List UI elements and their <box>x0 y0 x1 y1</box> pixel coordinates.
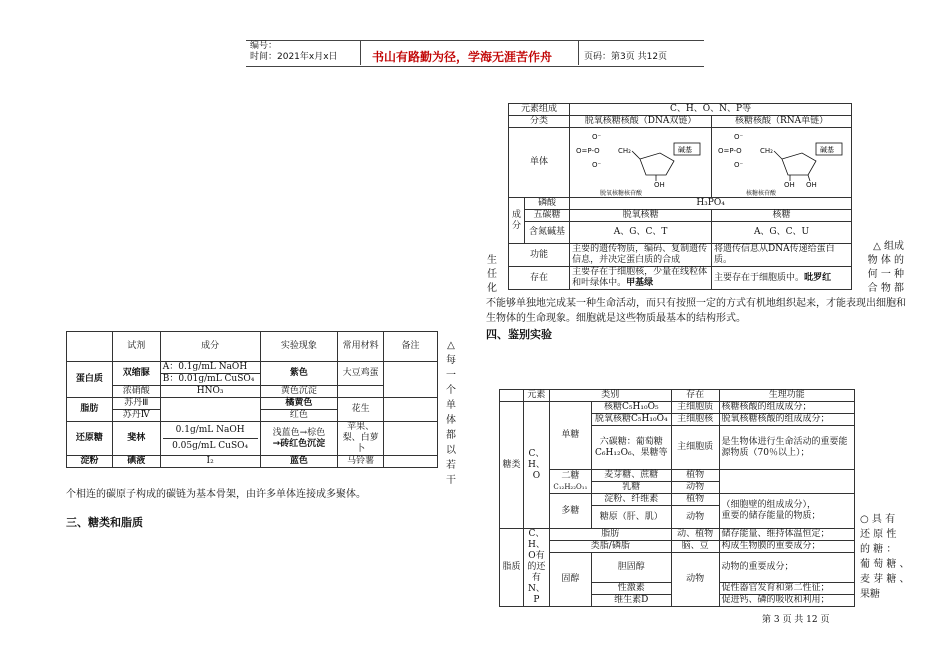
st-phospholipid-where: 脑、豆 <box>671 541 719 553</box>
st-ribose-func: 核糖核酸的组成成分； <box>719 402 854 414</box>
side-char: 每 <box>446 355 456 366</box>
nt-monomer-dna <box>570 128 712 198</box>
id-header-note: 备注 <box>384 332 438 362</box>
nt-base-label: 含氮碱基 <box>524 222 569 244</box>
nt-sugar-dna: 脱氧核糖 <box>570 210 712 222</box>
nt-base-dna: A、G、C、T <box>570 222 712 244</box>
nt-sugar-rna: 核糖 <box>712 210 852 222</box>
side-line: 葡 萄 糖 、 <box>860 559 910 570</box>
id-fat-note <box>384 398 438 422</box>
id-fat-material: 花生 <box>338 398 384 422</box>
nt-monomer-label: 单体 <box>509 128 570 198</box>
st-di-label <box>549 470 591 494</box>
id-starch-note <box>384 456 438 468</box>
st-di2-name: 乳糖 <box>591 482 671 494</box>
id-protein-material: 大豆鸡蛋 <box>338 362 384 386</box>
st-di2-where: 动物 <box>671 482 719 494</box>
st-poly-func <box>719 494 854 529</box>
st-sterol-label: 固醇 <box>549 553 591 607</box>
side-char: 若 <box>446 460 456 471</box>
id-protein-result2: 黄色沉淀 <box>260 386 338 398</box>
nt-function-label: 功能 <box>509 244 570 267</box>
st-header-category: 类别 <box>549 390 671 402</box>
st-poly2-name: 糖原（肝、肌） <box>591 506 671 529</box>
dna-sugar-ring-icon <box>640 153 674 175</box>
st-sugar-label: 糖类 <box>500 402 524 529</box>
id-header-component: 成分 <box>160 332 260 362</box>
footer-page-number: 第 3 页 共 12 页 <box>762 615 830 625</box>
nucleic-acid-table <box>508 103 852 290</box>
dna-caption: 脱氧核糖核苷酸 <box>600 189 643 197</box>
id-sugar-comp-b: 0.05g/mL CuSO₄ <box>172 441 249 451</box>
side-line: 麦 芽 糖 、 <box>860 574 910 585</box>
st-poly1-func: （细胞壁的组成成分）， <box>721 500 817 510</box>
id-sugar-comp-a: 0.1g/mL NaOH <box>163 423 258 439</box>
header-rule <box>246 40 704 41</box>
nt-sugar-label: 五碳糖 <box>524 210 569 222</box>
st-poly2-func: 重要的储存能量的物质； <box>721 511 821 521</box>
nt-elements-value: C、H、O、N、P等 <box>570 104 852 116</box>
st-fat-func: 储存能量、维持体温恒定； <box>719 529 854 541</box>
svg-text:O=P-O: O=P-O <box>576 146 600 155</box>
left-side-char: 生 <box>487 255 497 266</box>
st-fat-name: 脂肪 <box>549 529 671 541</box>
id-protein-comp-b: B：0.01g/mL CuSO₄ <box>160 374 260 386</box>
nt-function-dna: 主要的遗传物质，编码、复制遗传信息，并决定蛋白质的合成 <box>570 244 712 267</box>
id-starch-material: 马铃薯 <box>338 456 384 468</box>
id-protein-reagent1: 双缩脲 <box>112 362 160 386</box>
paragraph-carbon: 个相连的碳原子构成的碳链为基本骨架，由许多单体连接成多聚体。 <box>66 489 366 500</box>
side-char: 体 <box>446 415 456 426</box>
st-poly-label: 多糖 <box>549 494 591 529</box>
deoxyribonucleotide-diagram <box>570 129 708 197</box>
nt-class-label: 分类 <box>509 116 570 128</box>
right-side-line: 物 体 的 <box>867 255 904 266</box>
right-side-line: △ 组成 <box>873 241 904 252</box>
st-di1-name: 麦芽糖、蔗糖 <box>591 470 671 482</box>
rna-base-label: 碱基 <box>820 145 835 154</box>
id-protein-material2 <box>338 386 384 398</box>
paragraph-life: 不能够单独地完成某一种生命活动，而只有按照一定的方式有机地组织起来，才能表现出细胞和生物体的生命现象。细胞就是这些物质最基本的结构形式。 <box>486 298 906 324</box>
side-char: 都 <box>446 430 456 441</box>
st-cholesterol-func: 动物的重要成分； <box>719 553 854 583</box>
st-vitd-func: 促进钙、磷的吸收和利用； <box>719 595 854 607</box>
nt-phosphate-label: 磷酸 <box>524 198 569 210</box>
st-di-func <box>719 470 854 494</box>
left-side-char: 化 <box>487 283 497 294</box>
side-char: 个 <box>446 385 456 396</box>
st-di-label-text: 二糖 <box>561 470 580 481</box>
id-fat-label: 脂肪 <box>67 398 113 422</box>
st-cholesterol-name: 胆固醇 <box>591 553 671 583</box>
nt-location-rna-stain: 吡罗红 <box>804 272 832 283</box>
id-fat-reagent1: 苏丹Ⅲ <box>112 398 160 410</box>
rna-oh-label-2: OH <box>806 180 817 189</box>
id-sugar-result <box>260 422 338 456</box>
id-starch-comp: I₂ <box>160 456 260 468</box>
st-sexhormone-name: 性激素 <box>591 583 671 595</box>
st-phospholipid-func: 构成生物膜的重要成分； <box>719 541 854 553</box>
st-di-formula: C₁₂H₂₂O₁₁ <box>553 482 588 491</box>
rna-oh-label-1: OH <box>784 180 795 189</box>
st-hexose-where: 主细胞质 <box>671 426 719 470</box>
rna-sugar-ring-icon <box>782 153 816 175</box>
st-hexose-name-b: C₆H₁₂O₆、果糖等 <box>595 447 668 458</box>
id-starch-reagent: 碘液 <box>112 456 160 468</box>
ribonucleotide-diagram <box>712 129 848 197</box>
id-sugar-note <box>384 422 438 456</box>
svg-text:O⁻: O⁻ <box>734 132 744 141</box>
st-sugar-elements: C、H、O <box>523 402 549 529</box>
right-side-line: 何 一 种 <box>867 269 904 280</box>
nt-composition-label: 成分 <box>509 198 525 244</box>
side-char: 干 <box>446 475 456 486</box>
right-of-sugar-table-text <box>860 512 910 602</box>
header-divider-left <box>360 41 361 65</box>
st-di1-where: 植物 <box>671 470 719 482</box>
id-protein-comp2: HNO₃ <box>160 386 260 398</box>
right-side-text <box>858 240 904 296</box>
svg-text:O⁻: O⁻ <box>592 132 602 141</box>
side-line: 还 原 性 <box>860 529 897 540</box>
st-hexose-func: 是生物体进行生命活动的重要能源物质（70％以上）； <box>719 426 854 470</box>
st-lipid-elements: C、H、O有的还有N、P <box>523 529 549 607</box>
id-header-result: 实验现象 <box>260 332 338 362</box>
id-sugar-comp <box>160 422 260 456</box>
st-hexose-name-a: 六碳糖：葡萄糖 <box>599 436 663 447</box>
id-fat-result1: 橘黄色 <box>260 398 338 410</box>
nt-class-rna: 核糖核酸（RNA单链） <box>712 116 852 128</box>
id-starch-label: 淀粉 <box>67 456 113 468</box>
svg-text:O=P-O: O=P-O <box>718 146 742 155</box>
section-identification: 四、鉴别实验 <box>486 328 552 341</box>
id-protein-comp-a: A：0.1g/mL NaOH <box>160 362 260 374</box>
st-header-elements: 元素 <box>523 390 549 402</box>
right-side-line: 合 物 都 <box>867 283 904 294</box>
st-poly2-where: 动物 <box>671 506 719 529</box>
nt-location-label: 存在 <box>509 267 570 290</box>
st-vitd-name: 维生素D <box>591 595 671 607</box>
st-deoxyribose-name: 脱氧核糖C₅H₁₀O₄ <box>591 414 671 426</box>
time-label: 时间：2021年x月x日 <box>250 52 338 62</box>
id-protein-note <box>384 362 438 398</box>
nt-location-rna-text: 主要存在于细胞质中。 <box>714 272 805 283</box>
st-poly1-where: 植物 <box>671 494 719 506</box>
section-sugar-fat: 三、糖类和脂质 <box>66 516 143 529</box>
sugar-lipid-table <box>499 389 855 607</box>
st-hexose-name <box>591 426 671 470</box>
id-header-material: 常用材料 <box>338 332 384 362</box>
right-of-id-table-text <box>444 338 458 488</box>
id-header-blank <box>67 332 113 362</box>
dna-base-label: 碱基 <box>678 145 693 154</box>
side-char: △ <box>447 340 455 351</box>
st-phospholipid-name: 类脂/磷脂 <box>549 541 671 553</box>
nt-location-dna-text: 主要存在于细胞核，少量在线粒体和叶绿体中。 <box>572 267 708 288</box>
nt-monomer-rna <box>712 128 852 198</box>
id-sugar-reagent: 斐林 <box>112 422 160 456</box>
side-char: 单 <box>446 400 456 411</box>
serial-label: 编号： <box>250 41 278 51</box>
left-side-char: 任 <box>487 269 497 280</box>
st-deoxyribose-func: 脱氧核糖核酸的组成成分； <box>719 414 854 426</box>
st-poly1-name: 淀粉、纤维素 <box>591 494 671 506</box>
id-sugar-result-b: →砖红色沉淀 <box>272 438 326 449</box>
nt-elements-label: 元素组成 <box>509 104 570 116</box>
side-char: 以 <box>446 445 456 456</box>
side-line: ○ 具 有 <box>860 514 896 525</box>
st-deoxyribose-where: 主细胞核 <box>671 414 719 426</box>
id-fat-comp <box>160 398 260 422</box>
nt-phosphate-value: H₃PO₄ <box>570 198 852 210</box>
id-header-reagent: 试剂 <box>112 332 160 362</box>
svg-text:O⁻: O⁻ <box>734 160 744 169</box>
st-header-blank <box>500 390 524 402</box>
svg-text:O⁻: O⁻ <box>592 160 602 169</box>
header-page: 页码：第3页 共12页 <box>584 52 668 62</box>
id-fat-reagent2: 苏丹Ⅳ <box>112 410 160 422</box>
st-sexhormone-func: 促性器官发育和第二性征； <box>719 583 854 595</box>
id-protein-result1: 紫色 <box>260 362 338 386</box>
id-sugar-label: 还原糖 <box>67 422 113 456</box>
rna-ch2-label: CH₂ <box>760 146 774 155</box>
nt-function-rna: 将遗传信息从DNA传递给蛋白质。 <box>712 244 852 267</box>
id-protein-label: 蛋白质 <box>67 362 113 398</box>
header-motto: 书山有路勤为径，学海无涯苦作舟 <box>372 50 553 64</box>
st-fat-where: 动、植物 <box>671 529 719 541</box>
nt-location-dna-stain: 甲基绿 <box>626 278 654 288</box>
identification-table <box>66 331 438 468</box>
side-char: 一 <box>446 370 456 381</box>
header-divider-right <box>578 41 579 65</box>
st-header-where: 存在 <box>671 390 719 402</box>
st-header-function: 生理功能 <box>719 390 854 402</box>
id-starch-result: 蓝色 <box>260 456 338 468</box>
id-fat-result2: 红色 <box>260 410 338 422</box>
st-lipid-label: 脂质 <box>500 529 524 607</box>
id-sugar-material: 苹果、梨、白萝卜 <box>338 422 384 456</box>
nt-class-dna: 脱氧核糖核酸（DNA双链） <box>570 116 712 128</box>
st-sterol-where: 动物 <box>671 553 719 607</box>
left-side-text <box>486 254 498 296</box>
side-line: 的 糖 ： <box>860 544 897 555</box>
st-ribose-where: 主细胞质 <box>671 402 719 414</box>
st-ribose-name: 核糖C₅H₁₀O₅ <box>591 402 671 414</box>
side-line: 果糖 <box>860 589 880 600</box>
id-protein-reagent2: 浓硝酸 <box>112 386 160 398</box>
dna-ch2-label: CH₂ <box>618 146 632 155</box>
id-sugar-result-a: 浅蓝色→棕色 <box>272 427 326 438</box>
nt-location-dna <box>570 267 712 290</box>
rna-caption: 核糖核苷酸 <box>746 189 777 197</box>
st-mono-label: 单糖 <box>549 402 591 470</box>
header-rule-bottom <box>246 66 704 67</box>
dna-oh-label: OH <box>654 180 665 189</box>
nt-location-rna <box>712 267 852 290</box>
nt-base-rna: A、G、C、U <box>712 222 852 244</box>
